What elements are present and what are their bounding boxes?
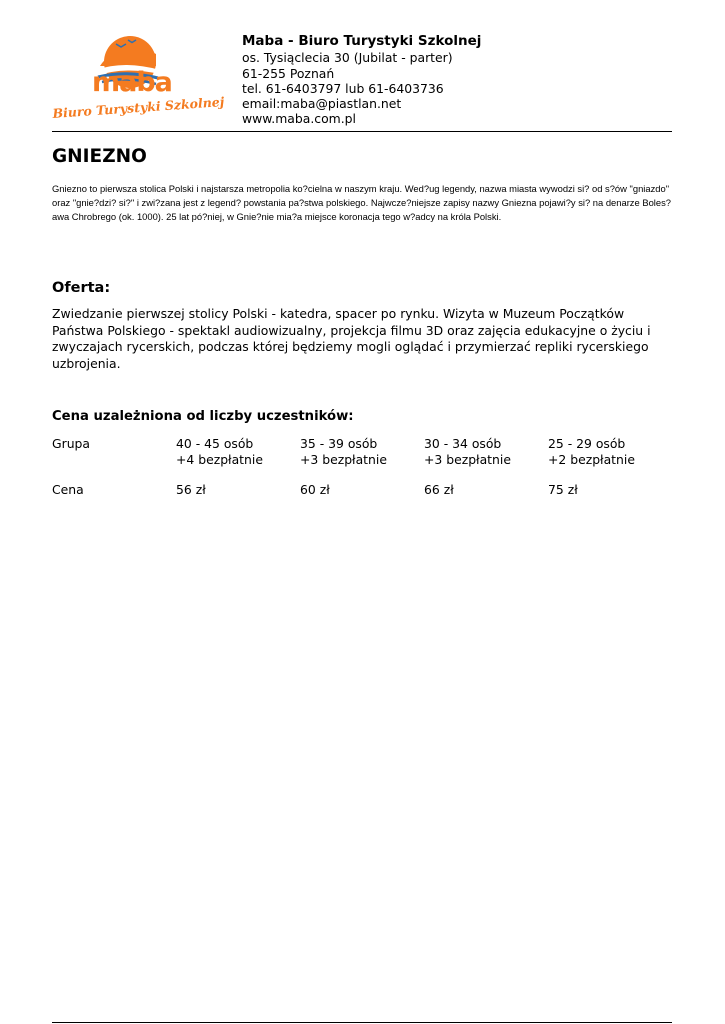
footer-divider (52, 1022, 672, 1023)
company-logo[interactable] (52, 30, 232, 130)
group-free-places: +4 bezpłatnie (176, 452, 263, 467)
offer-heading: Oferta: (52, 280, 111, 296)
company-city: 61-255 Poznań (242, 65, 335, 81)
company-name: Maba - Biuro Turystyki Szkolnej (242, 33, 482, 49)
company-email[interactable]: email:maba@piastlan.net (242, 96, 402, 112)
logo-wordmark: maba (92, 67, 172, 98)
group-free-places: +3 bezpłatnie (424, 452, 511, 467)
offer-description: Zwiedzanie pierwszej stolicy Polski - katedra, spacer po rynku. Wizyta w Muzeum Początków Państwa Polskiego - spektakl audiowizualny, projekcja filmu 3D oraz zajęcia edukacyjne o życiu i zwyczajach rycerskich, podczas której będziemy mogli oglądać i przymierzać repliki rycerskiego uzbrojenia. (52, 306, 651, 371)
intro-paragraph: Gniezno to pierwsza stolica Polski i najstarsza metropolia ko?cielna w naszym kraju. Wed?ug legendy, nazwa miasta wywodzi si? od s?ów "gniazdo" oraz "gnie?dzi? si?" i zwi?zana jest z legend? powstania pa?stwa polskiego. Najwcze?niejsze zapisy nazwy Gniezna pojawi?y si? na denarze Boles?awa Chrobrego (ok. 1000). 25 lat pó?niej, w Gnie?nie mia?a miejsce koronacja tego w?adcy na króla Polski. (52, 183, 671, 222)
group-size: 35 - 39 osób (300, 436, 378, 451)
group-size: 40 - 45 osób (176, 436, 254, 451)
group-price: 66 zł (424, 482, 454, 497)
pricing-row-label-price: Cena (52, 482, 84, 497)
pricing-row-label-group: Grupa (52, 436, 91, 451)
company-website[interactable]: www.maba.com.pl (242, 111, 356, 127)
pricing-heading: Cena uzależniona od liczby uczestników: (52, 409, 354, 424)
group-price: 75 zł (548, 482, 578, 497)
company-contact (242, 34, 481, 127)
group-free-places: +2 bezpłatnie (548, 452, 635, 467)
company-phone: tel. 61-6403797 lub 61-6403736 (242, 80, 444, 96)
group-free-places: +3 bezpłatnie (300, 452, 387, 467)
group-size: 30 - 34 osób (424, 436, 502, 451)
group-size: 25 - 29 osób (548, 436, 626, 451)
header-divider (52, 131, 672, 132)
logo-tagline: Biuro Turystyki Szkolnej (52, 93, 225, 121)
page-title: GNIEZNO (52, 146, 147, 167)
group-price: 60 zł (300, 482, 330, 497)
company-address: os. Tysiąclecia 30 (Jubilat - parter) (242, 50, 453, 66)
group-price: 56 zł (176, 482, 206, 497)
